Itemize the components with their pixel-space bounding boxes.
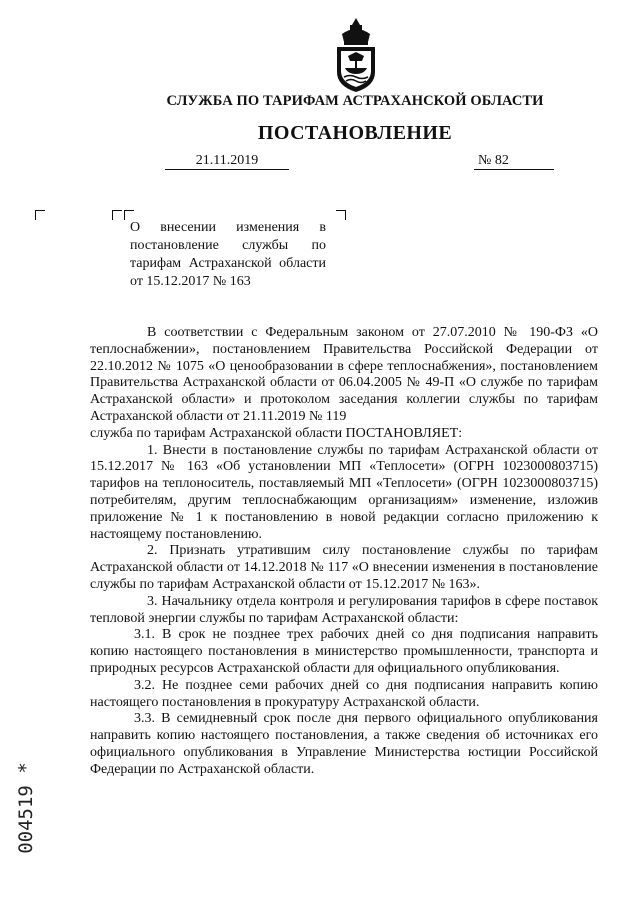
registration-stamp: [12, 738, 40, 878]
corner-mark: [112, 210, 122, 220]
preamble: В соответствии с Федеральным законом от 27.07.2010 № 190-ФЗ «О теплоснабжении», постановлением Правительства Российской Федерации от 22.10.2012 № 1075 «О ценообразовании в сфере теплоснабжения», постановлением Правительства Астраханской области от 06.04.2005 № 49-П «О службе по тарифам Астраханской области» и протоколом заседания коллегии службы по тарифам Астраханской области от 21.11.2019 № 119: [90, 325, 598, 424]
stamp-number: 004519 *: [15, 762, 37, 854]
document-date: 21.11.2019: [165, 152, 289, 170]
item-3-2: 3.2. Не позднее семи рабочих дней со дня подписания направить копию настоящего постановления в прокуратуру Астраханской области.: [90, 677, 598, 710]
organization-name: СЛУЖБА ПО ТАРИФАМ АСТРАХАНСКОЙ ОБЛАСТИ: [166, 93, 544, 109]
document-body: [90, 325, 598, 779]
item-2: 2. Признать утратившим силу постановление службы по тарифам Астраханской области от 14.12.2018 № 117 «О внесении изменения в постановление службы по тарифам Астраханской области от 15.12.2017 № 163».: [90, 543, 598, 592]
document-type: ПОСТАНОВЛЕНИЕ: [257, 122, 453, 144]
resolve-clause: служба по тарифам Астраханской области ПОСТАНОВЛЯЕТ:: [90, 425, 463, 441]
corner-mark: [35, 210, 45, 220]
corner-mark: [336, 210, 346, 220]
item-3: 3. Начальнику отдела контроля и регулирования тарифов в сфере поставок тепловой энергии службы по тарифам Астраханской области:: [90, 593, 598, 626]
document-number: № 82: [474, 152, 554, 170]
item-3-3: 3.3. В семидневный срок после дня первого официального опубликования направить копию настоящего постановления, а также сведения об источниках его официального опубликования в Управление Министерства юстиции Российской Федерации по Астраханской области.: [90, 711, 598, 777]
document-subject: О внесении изменения в постановление службы по тарифам Астраханской области от 15.12.2017 № 163: [130, 220, 326, 289]
item-1: 1. Внести в постановление службы по тарифам Астраханской области от 15.12.2017 № 163 «Об установлении МП «Теплосети» (ОГРН 1023000803715) тарифов на теплоноситель, поставляемый МП «Теплосети» (ОГРН 1023000803715) потребителям, другим теплоснабжающим организациям» изменение, изложив приложение № 1 к постановлению в новой редакции согласно приложению к настоящему постановлению.: [90, 442, 598, 542]
coat-of-arms-icon: [330, 16, 382, 94]
item-3-1: 3.1. В срок не позднее трех рабочих дней со дня подписания направить копию настоящего постановления в министерство промышленности, транспорта и природных ресурсов Астраханской области для официального опубликования.: [90, 627, 598, 676]
